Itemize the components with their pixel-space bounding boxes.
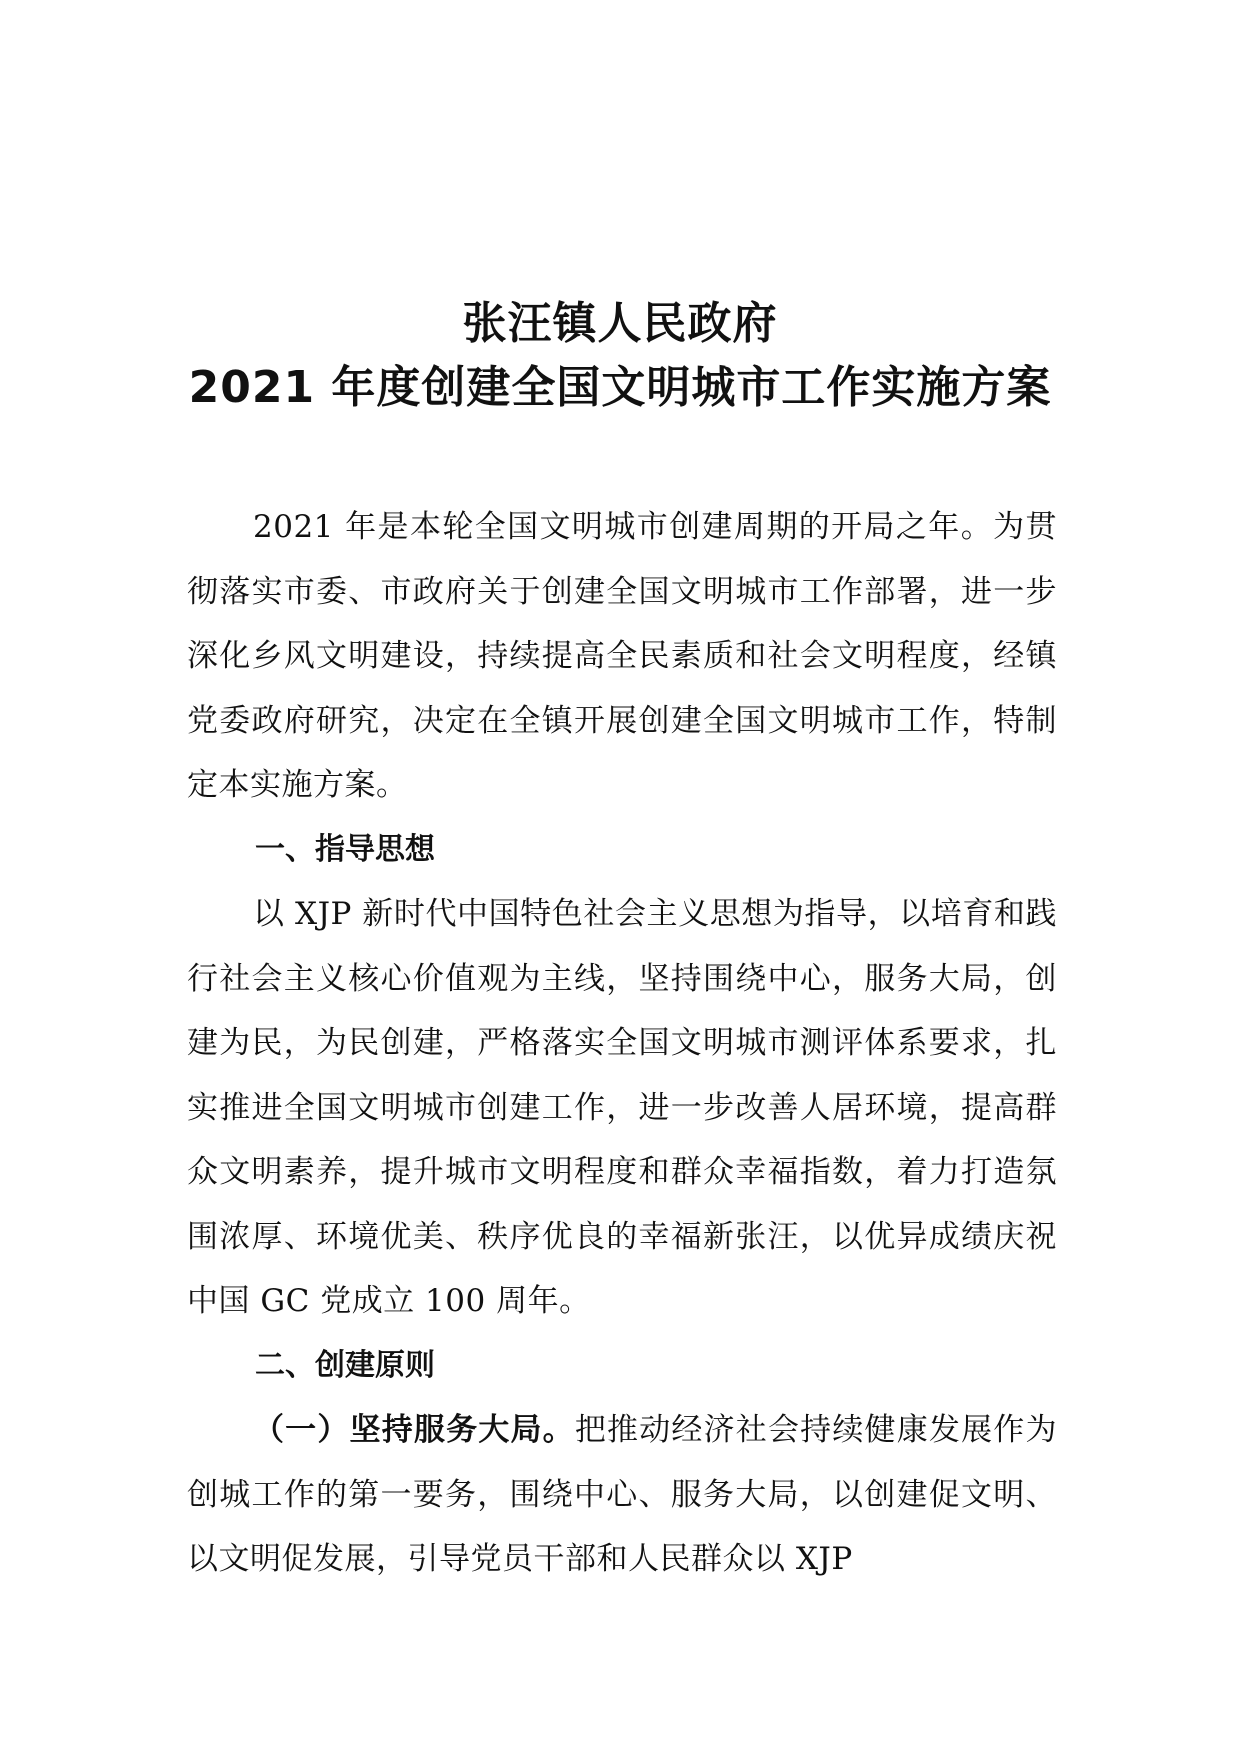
principle-item-1 (187, 1398, 1057, 1592)
section-heading-principles: 二、创建原则 (255, 1347, 435, 1383)
intro-paragraph: 2021 年是本轮全国文明城市创建周期的开局之年。为贯彻落实市委、市政府关于创建全国文明城市工作部署，进一步深化乡风文明建设，持续提高全民素质和社会文明程度，经镇党委政府研究，决定在全镇开展创建全国文明城市工作，特制定本实施方案。 (187, 509, 1057, 803)
title-line-1: 张汪镇人民政府 (462, 298, 778, 349)
document-title (0, 292, 1240, 420)
document-body (187, 495, 1057, 1592)
principle-item-1-text: 把推动经济社会持续健康发展作为创城工作的第一要务，围绕中心、服务大局，以创建促文明、以文明促发展，引导党员干部和人民群众以 XJP (187, 1412, 1057, 1577)
section-heading-guiding-ideology: 一、指导思想 (255, 831, 435, 867)
section-paragraph-guiding-ideology: 以 XJP 新时代中国特色社会主义思想为指导，以培育和践行社会主义核心价值观为主线，坚持围绕中心，服务大局，创建为民，为民创建，严格落实全国文明城市测评体系要求，扎实推进全国文明城市创建工作，进一步改善人居环境，提高群众文明素养，提升城市文明程度和群众幸福指数，着力打造氛围浓厚、环境优美、秩序优良的幸福新张汪，以优异成绩庆祝中国 GC 党成立 100 周年。 (187, 896, 1057, 1319)
principle-item-1-lead: （一）坚持服务大局。 (253, 1412, 575, 1448)
title-line-2: 2021 年度创建全国文明城市工作实施方案 (188, 362, 1052, 413)
